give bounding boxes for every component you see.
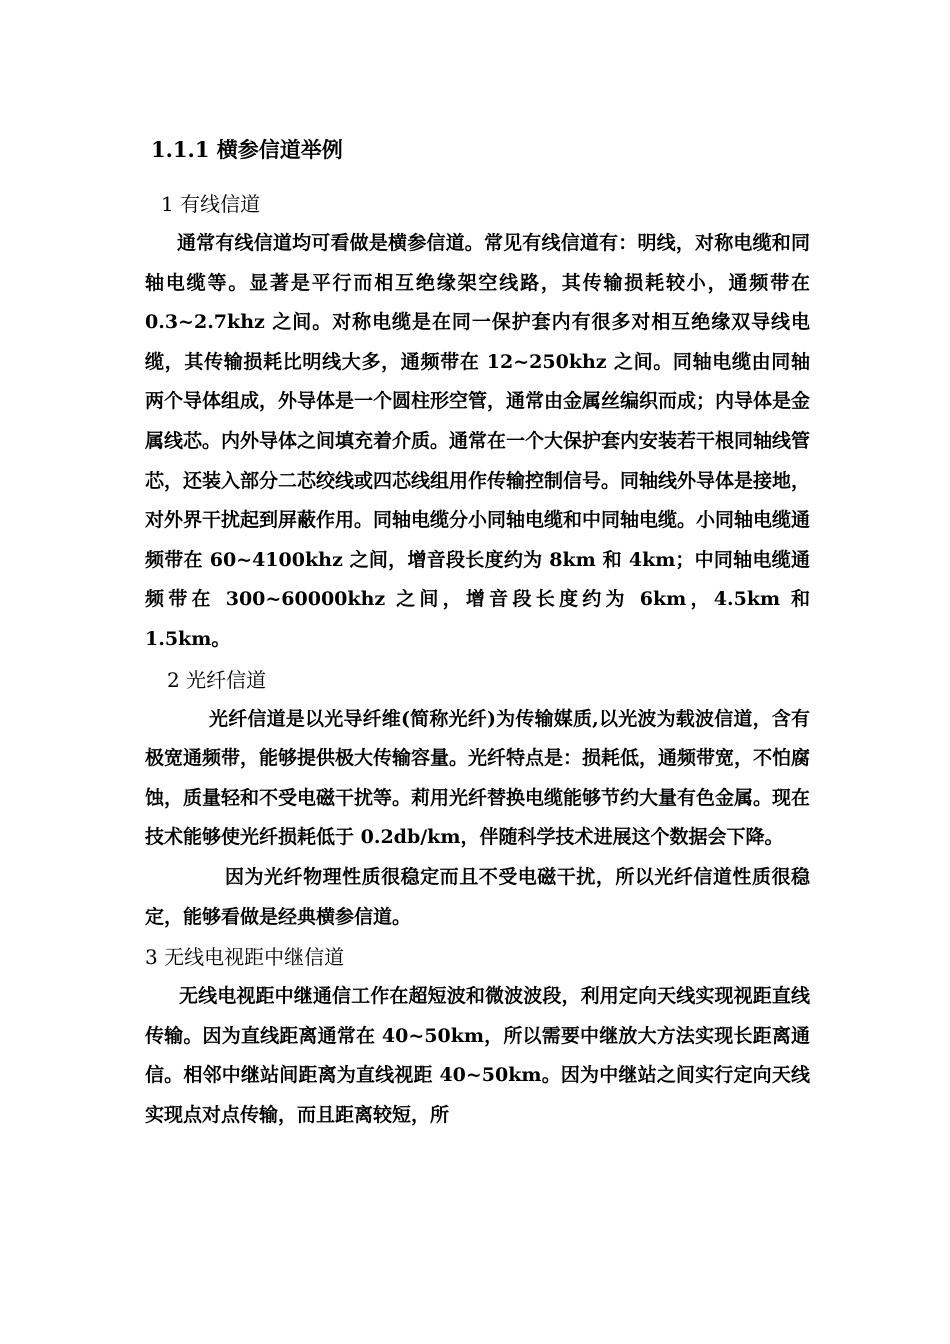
subsection-title-fiber-channel: 2 光纤信道 <box>167 667 267 692</box>
paragraph-fiber-stability: 因为光纤物理性质很稳定而且不受电磁干扰，所以光纤信道性质很稳定，能够看做是经典横参信道。 <box>145 865 810 928</box>
section-heading: 1.1.1 横参信道举例 <box>151 137 343 162</box>
subsection-title-microwave-relay: 3 无线电视距中继信道 <box>145 945 345 970</box>
paragraph-wired-channel: 通常有线信道均可看做是横参信道。常见有线信道有：明线，对称电缆和同轴电缆等。显著是平行而相互绝缘架空线路，其传输损耗较小，通频带在 0.3~2.7khz 之间。对称电缆是在同一保护套内有很多对相互绝缘双导线电缆，其传输损耗比明线大多，通频带在 12~250khz 之间。同轴电缆由同轴两个导体组成，外导体是一个圆柱形空管，通常由金属丝编织而成；内导体是金属线芯。内外导体之间填充着介质。通常在一个大保护套内安装若干根同轴线管芯，还装入部分二芯绞线或四芯线组用作传输控制信号。同轴线外导体是接地，对外界干扰起到屏蔽作用。同轴电缆分小同轴电缆和中同轴电缆。小同轴电缆通频带在 60~4100khz 之间，增音段长度约为 8km 和 4km；中同轴电缆通频带在 300~60000khz 之间，增音段长度约为 6km，4.5km 和 1.5km。 <box>145 232 811 650</box>
subsection-title-wired-channel: 1 有线信道 <box>161 192 261 216</box>
paragraph-fiber-channel: 光纤信道是以光导纤维(简称光纤)为传输媒质,以光波为载波信道，含有极宽通频带，能够提供极大传输容量。光纤特点是：损耗低，通频带宽，不怕腐蚀，质量轻和不受电磁干扰等。莉用光纤替换电缆能够节约大量有色金属。现在技术能够使光纤损耗低于 0.2db/km，伴随科学技术进展这个数据会下降。 <box>145 707 811 849</box>
paragraph-microwave-relay: 无线电视距中继通信工作在超短波和微波波段，利用定向天线实现视距直线传输。因为直线距离通常在 40~50km，所以需要中继放大方法实现长距离通信。相邻中继站间距离为直线视距 40~50km。因为中继站之间实行定向天线实现点对点传输，而且距离较短，所 <box>145 985 810 1126</box>
document-body <box>145 130 810 1135</box>
